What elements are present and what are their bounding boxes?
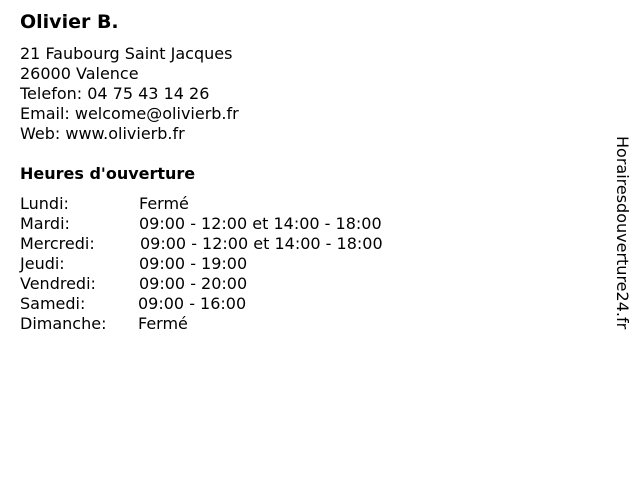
opening-hours-title: Heures d'ouverture <box>20 164 196 183</box>
site-watermark: Horairesdouverture24.fr <box>613 136 632 330</box>
day-label: Mardi: <box>20 214 70 233</box>
day-hours: 09:00 - 12:00 et 14:00 - 18:00 <box>139 214 382 233</box>
day-hours: 09:00 - 12:00 et 14:00 - 18:00 <box>140 234 383 253</box>
day-hours: 09:00 - 19:00 <box>139 254 248 273</box>
business-name: Olivier B. <box>20 11 119 33</box>
contact-info <box>20 44 239 144</box>
day-hours: Fermé <box>138 314 188 333</box>
address-city: 26000 Valence <box>20 64 139 83</box>
day-hours: 09:00 - 16:00 <box>138 294 247 313</box>
day-hours: Fermé <box>139 194 189 213</box>
email-address: Email: welcome@olivierb.fr <box>20 104 239 123</box>
website: Web: www.olivierb.fr <box>20 124 185 143</box>
phone-number: Telefon: 04 75 43 14 26 <box>20 84 210 103</box>
address-street: 21 Faubourg Saint Jacques <box>20 44 233 63</box>
day-label: Dimanche: <box>20 314 107 333</box>
day-label: Jeudi: <box>20 254 65 273</box>
day-label: Mercredi: <box>20 234 95 253</box>
day-label: Vendredi: <box>20 274 96 293</box>
day-label: Samedi: <box>20 294 86 313</box>
day-hours: 09:00 - 20:00 <box>139 274 248 293</box>
day-label: Lundi: <box>20 194 69 213</box>
